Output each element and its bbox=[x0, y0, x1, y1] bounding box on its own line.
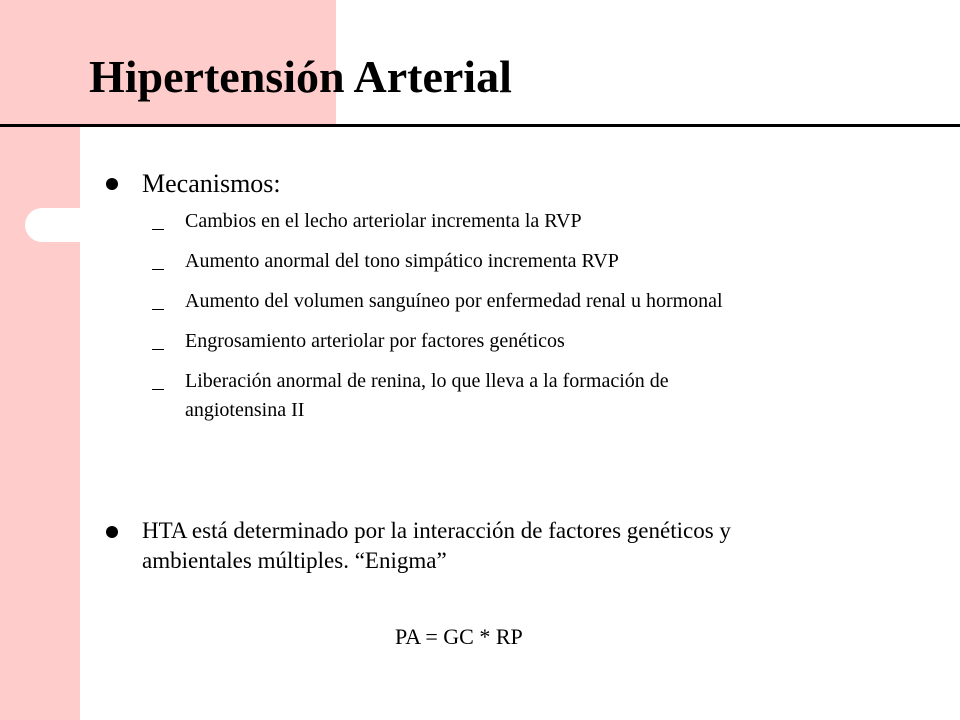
accent-notch bbox=[25, 208, 95, 242]
sub-item: Engrosamiento arteriolar por factores genéticos bbox=[185, 330, 565, 352]
sub-item: Cambios en el lecho arteriolar incrementa la RVP bbox=[185, 210, 582, 232]
bullet-hta: HTA está determinado por la interacción de factores genéticos y bbox=[142, 518, 731, 543]
dash-icon bbox=[152, 309, 164, 310]
bullet-dot-icon bbox=[106, 526, 118, 538]
bullet-dot-icon bbox=[106, 178, 118, 190]
dash-icon bbox=[152, 389, 164, 390]
bullet-hta-continuation: ambientales múltiples. “Enigma” bbox=[142, 548, 447, 573]
dash-icon bbox=[152, 269, 164, 270]
sub-item: Aumento anormal del tono simpático incrementa RVP bbox=[185, 250, 619, 272]
sub-item: Liberación anormal de renina, lo que lleva a la formación de bbox=[185, 370, 669, 392]
slide-title: Hipertensión Arterial bbox=[89, 51, 512, 102]
bullet-mecanismos: Mecanismos: bbox=[142, 169, 281, 198]
dash-icon bbox=[152, 229, 164, 230]
title-divider bbox=[0, 124, 960, 127]
sub-item-continuation: angiotensina II bbox=[185, 399, 305, 421]
dash-icon bbox=[152, 349, 164, 350]
sub-item: Aumento del volumen sanguíneo por enfermedad renal u hormonal bbox=[185, 290, 723, 312]
formula: PA = GC * RP bbox=[395, 624, 523, 649]
